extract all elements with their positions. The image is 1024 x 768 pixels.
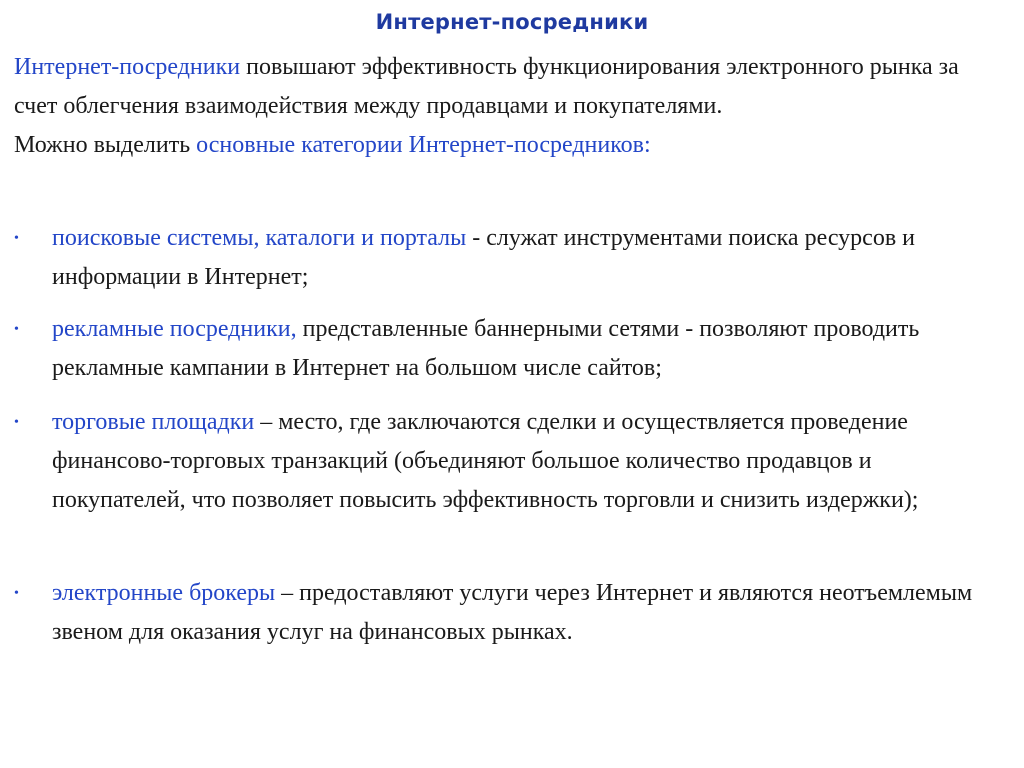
slide-title: Интернет-посредники — [375, 10, 649, 34]
list-item-e-brokers — [14, 574, 1004, 652]
list-item-text — [52, 310, 1004, 388]
list-item-body: – предоставляют услуги через Интернет и являются неотъемлемым звеном для оказания услуг на финансовых рынках. — [52, 580, 973, 645]
list-item-body: представленные баннерными сетями - позволяют проводить рекламные кампании в Интернет на большом числе сайтов; — [52, 316, 920, 381]
bullet-dot-icon: • — [14, 322, 19, 337]
list-item-search-systems — [14, 219, 1004, 297]
list-item-highlight: поисковые системы, каталоги и порталы — [52, 225, 467, 251]
list-item-text — [52, 574, 1004, 652]
list-item-highlight: электронные брокеры — [52, 580, 276, 606]
list-item-body: – место, где заключаются сделки и осуществляется проведение финансово-торговых транзакций (объединяют большое количество продавцов и покупателей, что позволяет повысить эффективность торговли и снизить издержки); — [52, 409, 919, 513]
list-item-highlight: торговые площадки — [52, 409, 255, 435]
list-item-highlight: рекламные посредники, — [52, 316, 297, 342]
list-item-ad-intermediaries — [14, 310, 1004, 388]
categories-highlight: основные категории Интернет-посредников: — [196, 132, 651, 158]
list-item-trading-platforms — [14, 403, 1004, 520]
list-item-text — [52, 219, 1004, 297]
intro-text: повышают эффективность функционирования электронного рынка за счет облегчения взаимодействия между продавцами и покупателями. — [14, 54, 959, 119]
list-item-text — [52, 403, 1004, 520]
bullet-dot-icon: • — [14, 586, 19, 601]
bullet-dot-icon: • — [14, 415, 19, 430]
intro-highlight: Интернет-посредники — [14, 54, 241, 80]
categories-prefix: Можно выделить — [14, 132, 197, 158]
bullet-dot-icon: • — [14, 231, 19, 246]
intro-paragraph — [14, 48, 1004, 165]
list-item-body: - служат инструментами поиска ресурсов и информации в Интернет; — [52, 225, 915, 290]
